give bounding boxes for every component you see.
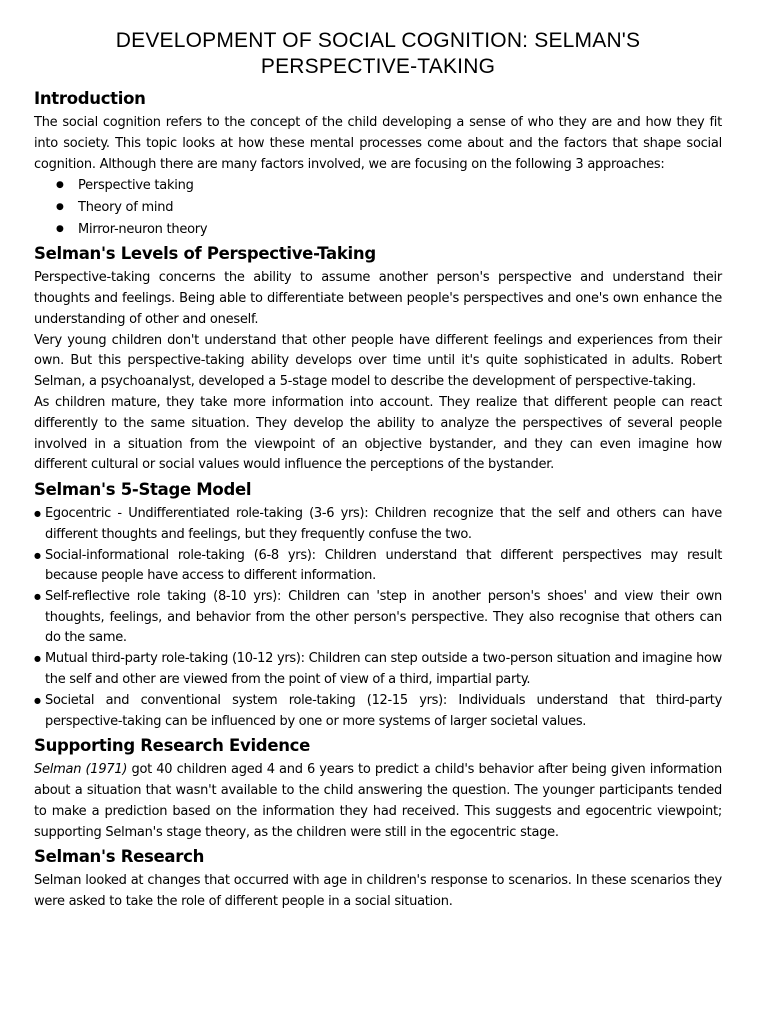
evidence-citation: Selman (1971)	[34, 762, 128, 778]
levels-paragraph-2: Very young children don't understand that other people have different feelings and experiences from their own. But this perspective-taking ability develops over time until it's quite sophisticated in adults. Robert Selman, a psychoanalyst, developed a 5-stage model to describe the development of perspective-taking.	[34, 332, 722, 390]
stage-item: ● Societal and conventional system role-taking (12-15 yrs): Individuals understand that third-party perspective-taking can be influenced by one or more systems of larger societal values.	[34, 691, 722, 732]
list-item: ● Theory of mind	[56, 197, 722, 219]
research-heading: Selman's Research	[34, 847, 205, 867]
intro-heading: Introduction	[34, 89, 146, 108]
model-heading: Selman's 5-Stage Model	[34, 480, 252, 500]
evidence-heading: Supporting Research Evidence	[34, 736, 311, 756]
title-line-1: DEVELOPMENT OF SOCIAL COGNITION: SELMAN'S	[115, 29, 641, 52]
document-title	[34, 28, 722, 80]
levels-heading: Selman's Levels of Perspective-Taking	[34, 244, 376, 264]
list-item: ● Mirror-neuron theory	[56, 219, 722, 241]
stage-item: ● Egocentric - Undifferentiated role-taking (3-6 yrs): Children recognize that the self and others can have different thoughts and feelings, but they frequently confuse the two.	[34, 504, 722, 545]
evidence-paragraph	[34, 760, 722, 843]
list-item: ● Perspective taking	[56, 175, 722, 197]
evidence-text: got 40 children aged 4 and 6 years to predict a child's behavior after being given information about a situation that wasn't available to the child answering the question. The younger participants tended to make a prediction based on the information they had received. This suggests and egocentric viewpoint; supporting Selman's stage theory, as the children were still in the egocentric stage.	[34, 762, 722, 840]
stage-item: ● Social-informational role-taking (6-8 yrs): Children understand that different perspectives may result because people have access to different information.	[34, 546, 722, 587]
stage-item: ● Self-reflective role taking (8-10 yrs): Children can 'step in another person's shoes' and view their own thoughts, feelings, and behavior from the other person's perspective. They also recognise that others can do the same.	[34, 587, 722, 649]
title-line-2: PERSPECTIVE-TAKING	[260, 55, 496, 78]
stage-item: ● Mutual third-party role-taking (10-12 yrs): Children can step outside a two-person situation and imagine how the self and other are viewed from the point of view of a third, impartial party.	[34, 649, 722, 690]
approaches-list	[34, 175, 722, 240]
stage-list	[34, 504, 722, 732]
research-paragraph: Selman looked at changes that occurred with age in children's response to scenarios. In these scenarios they were asked to take the role of different people in a social situation.	[34, 873, 722, 910]
levels-paragraph-1: Perspective-taking concerns the ability to assume another person's perspective and understand their thoughts and feelings. Being able to differentiate between people's perspectives and one's own enhance the understanding of other and oneself.	[34, 270, 722, 327]
levels-paragraph-3: As children mature, they take more information into account. They realize that different people can react differently to the same situation. They develop the ability to analyze the perspectives of several people involved in a situation from the viewpoint of an objective bystander, and they can even imagine how different cultural or social values would influence the perceptions of the bystander.	[34, 394, 722, 473]
intro-paragraph: The social cognition refers to the concept of the child developing a sense of who they are and how they fit into society. This topic looks at how these mental processes come about and the factors that shape social cognition. Although there are many factors involved, we are focusing on the following 3 approaches:	[34, 115, 722, 172]
